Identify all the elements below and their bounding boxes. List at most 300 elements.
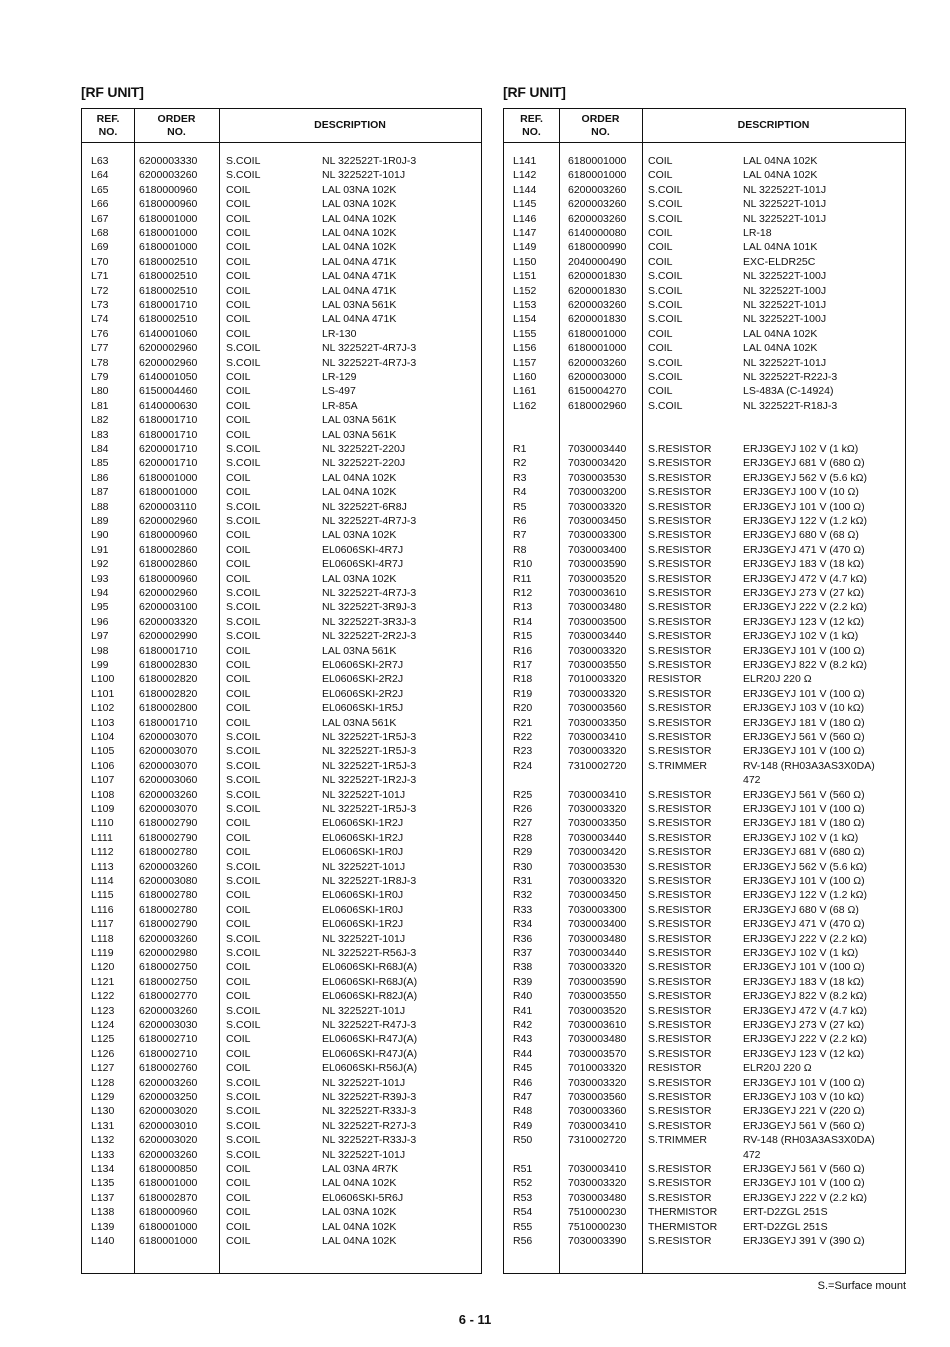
part-type-cell: S.COIL (226, 587, 261, 599)
part-spec-cell: NL 322522T-101J (322, 860, 406, 873)
part-spec-cell: ERJ3GEYJ 680 V (68 Ω) (743, 903, 859, 916)
part-type-cell: S.COIL (226, 875, 261, 887)
part-spec-cell: LAL 04NA 102K (322, 1177, 397, 1190)
part-spec-cell: NL 322522T-1R5J-3 (322, 745, 417, 758)
ref-no-cell: L141 (513, 155, 537, 167)
table-row (504, 888, 905, 902)
ref-no-cell: L130 (91, 1105, 115, 1118)
ref-no-cell: L86 (91, 471, 109, 484)
table-row (504, 1076, 905, 1090)
order-no-cell: 6180001000 (139, 227, 198, 239)
table-row (82, 456, 481, 470)
ref-no-cell: R18 (513, 673, 533, 686)
part-spec-cell: NL 322522T-101J (743, 299, 827, 311)
ref-no-cell: L128 (91, 1076, 115, 1089)
right-table-header (504, 109, 905, 143)
part-type-cell: S.COIL (226, 745, 261, 758)
order-no-cell: 6200003110 (139, 500, 197, 513)
table-row (504, 413, 905, 427)
order-no-cell: 7030003550 (568, 659, 627, 671)
part-type-cell: S.COIL (226, 443, 261, 455)
ref-no-cell: L108 (91, 788, 115, 801)
part-type-cell: S.COIL (226, 759, 261, 772)
order-no-cell: 7010003320 (568, 673, 627, 686)
ref-no-cell: R13 (513, 601, 533, 614)
ref-no-cell: L144 (513, 183, 537, 196)
part-spec-cell: LAL 04NA 471K (322, 255, 397, 268)
order-no-cell: 6200002960 (139, 587, 198, 599)
table-row (82, 1090, 481, 1104)
table-row (504, 701, 905, 715)
ref-no-cell: R22 (513, 731, 533, 743)
table-row (504, 456, 905, 470)
part-spec-cell: ERJ3GEYJ 123 V (12 kΩ) (743, 1047, 865, 1060)
table-row (82, 802, 481, 816)
part-spec-cell: LAL 04NA 102K (743, 342, 818, 355)
ref-no-cell: L161 (513, 385, 537, 398)
part-spec-cell: ERJ3GEYJ 181 V (180 Ω) (743, 817, 865, 830)
part-type-cell: COIL (226, 817, 251, 830)
table-row (504, 600, 905, 614)
order-no-cell: 6180001000 (568, 327, 627, 340)
part-type-cell: S.COIL (226, 615, 261, 628)
ref-no-cell: R49 (513, 1119, 533, 1132)
part-spec-cell: ERJ3GEYJ 561 V (560 Ω) (743, 1163, 865, 1175)
part-spec-cell: LAL 04NA 102K (322, 1220, 397, 1233)
part-spec-cell: 472 (743, 1148, 761, 1161)
part-type-cell: COIL (226, 227, 251, 239)
part-type-cell: COIL (226, 918, 251, 931)
table-row (82, 1104, 481, 1118)
ref-no-cell: L111 (91, 831, 113, 844)
part-type-cell: COIL (648, 169, 673, 182)
order-no-cell: 6200003260 (568, 212, 627, 225)
table-row (504, 226, 905, 240)
order-no-cell: 6180002750 (139, 961, 198, 974)
order-no-cell: 7030003390 (568, 1235, 627, 1247)
ref-no-cell: L115 (91, 889, 114, 902)
ref-no-cell: L78 (91, 356, 109, 369)
part-type-cell: COIL (648, 255, 673, 268)
ref-no-cell: L162 (513, 399, 537, 412)
part-type-cell: S.RESISTOR (648, 731, 712, 743)
table-row (82, 341, 481, 355)
order-no-cell: 7030003360 (568, 1105, 627, 1118)
part-type-cell: S.RESISTOR (648, 932, 712, 945)
part-type-cell: COIL (226, 889, 251, 902)
part-spec-cell: LAL 03NA 561K (322, 414, 397, 427)
part-spec-cell: LAL 03NA 561K (322, 716, 397, 729)
part-spec-cell: LAL 03NA 561K (322, 644, 397, 657)
part-type-cell: S.COIL (226, 155, 261, 167)
table-row (82, 1176, 481, 1190)
part-type-cell: COIL (226, 183, 251, 196)
order-no-cell: 6180002820 (139, 687, 198, 700)
ref-no-cell: L155 (513, 327, 537, 340)
part-spec-cell: NL 322522T-220J (322, 443, 406, 455)
ref-no-cell: R8 (513, 543, 527, 556)
part-spec-cell: NL 322522T-1R5J-3 (322, 731, 417, 743)
ref-no-cell: L79 (91, 371, 109, 383)
order-no-cell: 7030003320 (568, 1177, 627, 1190)
ref-no-cell: L68 (91, 227, 109, 239)
order-no-cell: 7030003410 (568, 788, 627, 801)
ref-no-cell: R42 (513, 1019, 533, 1031)
table-row (504, 557, 905, 571)
part-spec-cell: EL0606SKI-1R5J (322, 702, 404, 715)
part-type-cell: COIL (226, 241, 251, 254)
part-spec-cell: ERJ3GEYJ 561 V (560 Ω) (743, 788, 865, 801)
part-type-cell: S.RESISTOR (648, 500, 712, 513)
part-type-cell: COIL (226, 831, 251, 844)
part-spec-cell: EL0606SKI-1R2J (322, 831, 404, 844)
part-type-cell: S.RESISTOR (648, 601, 712, 614)
part-spec-cell: EL0606SKI-2R2J (322, 687, 404, 700)
table-row (82, 1148, 481, 1162)
order-no-cell: 6180001000 (139, 486, 198, 499)
order-no-cell: 7030003320 (568, 961, 627, 974)
table-row (504, 370, 905, 384)
ref-no-cell: L107 (91, 774, 115, 787)
part-type-cell: COIL (226, 428, 251, 441)
ref-no-cell: L92 (91, 558, 109, 571)
ref-no-cell: L74 (91, 313, 109, 326)
table-row (504, 932, 905, 946)
order-no-cell: 6180001000 (139, 1235, 198, 1247)
part-type-cell: COIL (648, 227, 673, 239)
order-no-cell: 7310002720 (568, 1134, 627, 1147)
order-no-cell: 7030003410 (568, 1119, 627, 1132)
ref-no-cell: L149 (513, 241, 537, 254)
part-spec-cell: NL 322522T-R33J-3 (322, 1105, 417, 1118)
ref-no-cell: R32 (513, 889, 533, 902)
order-no-cell: 6200003260 (139, 1148, 198, 1161)
part-type-cell: COIL (226, 255, 251, 268)
part-spec-cell: EL0606SKI-1R0J (322, 846, 404, 859)
part-type-cell: COIL (226, 1163, 251, 1175)
part-type-cell: S.RESISTOR (648, 615, 712, 628)
part-type-cell: S.RESISTOR (648, 529, 712, 542)
ref-no-cell: L156 (513, 342, 537, 355)
order-no-cell: 7030003530 (568, 471, 627, 484)
part-spec-cell: EL0606SKI-1R0J (322, 903, 404, 916)
order-no-cell: 7030003500 (568, 615, 627, 628)
order-no-cell: 6180000850 (139, 1163, 198, 1175)
part-type-cell: COIL (226, 299, 251, 311)
table-row (82, 500, 481, 514)
table-row (504, 989, 905, 1003)
table-row (82, 672, 481, 686)
ref-no-cell: L72 (91, 284, 109, 297)
order-no-cell: 6180000960 (139, 529, 198, 542)
table-row (504, 1162, 905, 1176)
part-spec-cell: EL0606SKI-2R7J (322, 659, 404, 671)
table-row (82, 831, 481, 845)
order-no-cell: 6200001830 (568, 284, 627, 297)
part-type-cell: S.COIL (226, 1134, 261, 1147)
order-no-cell: 6180001710 (139, 414, 198, 427)
order-no-cell: 6180001710 (139, 716, 198, 729)
ref-no-cell: R10 (513, 558, 533, 571)
order-no-cell: 6180002860 (139, 543, 198, 556)
table-row (82, 1119, 481, 1133)
part-spec-cell: NL 322522T-100J (743, 313, 827, 326)
table-row (82, 1047, 481, 1061)
order-no-cell: 6200003260 (568, 356, 627, 369)
order-no-cell: 7030003520 (568, 1004, 627, 1017)
part-type-cell: S.RESISTOR (648, 1019, 712, 1031)
order-no-cell: 6150004460 (139, 385, 198, 398)
part-spec-cell: ERJ3GEYJ 273 V (27 kΩ) (743, 587, 865, 599)
ref-no-cell: R19 (513, 687, 533, 700)
table-row (504, 428, 905, 442)
table-row (504, 874, 905, 888)
table-row (504, 744, 905, 758)
order-no-cell: 6140001060 (139, 327, 198, 340)
part-spec-cell: EL0606SKI-R82J(A) (322, 990, 418, 1003)
ref-no-cell: L103 (91, 716, 115, 729)
table-row (82, 269, 481, 283)
order-no-cell: 6200003260 (568, 198, 627, 211)
table-row (82, 557, 481, 571)
part-spec-cell: RV-148 (RH03A3AS3X0DA) (743, 1134, 875, 1147)
part-type-cell: S.RESISTOR (648, 803, 712, 815)
part-spec-cell: LAL 04NA 101K (743, 241, 818, 254)
ref-no-cell: R37 (513, 947, 533, 959)
part-spec-cell: NL 322522T-R56J-3 (322, 947, 417, 959)
table-row (504, 356, 905, 370)
order-no-cell: 7310002720 (568, 759, 627, 772)
part-spec-cell: NL 322522T-1R8J-3 (322, 875, 417, 887)
part-type-cell: COIL (226, 399, 251, 412)
order-no-cell: 6200003070 (139, 759, 198, 772)
ref-no-cell: R16 (513, 644, 533, 657)
part-spec-cell: LAL 04NA 102K (322, 471, 397, 484)
ref-no-cell: R28 (513, 831, 533, 844)
order-no-cell: 7030003560 (568, 1091, 627, 1103)
ref-no-cell: R38 (513, 961, 533, 974)
table-row (504, 327, 905, 341)
table-row (504, 183, 905, 197)
part-type-cell: S.COIL (226, 169, 261, 182)
table-row (82, 1018, 481, 1032)
part-spec-cell: LAL 03NA 561K (322, 428, 397, 441)
part-type-cell: S.TRIMMER (648, 1134, 707, 1147)
part-type-cell: RESISTOR (648, 673, 702, 686)
part-spec-cell: ERJ3GEYJ 222 V (2.2 kΩ) (743, 1033, 867, 1046)
part-type-cell: COIL (226, 486, 251, 499)
ref-no-cell: L117 (91, 918, 114, 931)
order-no-cell: 6140001050 (139, 371, 198, 383)
order-no-cell: 6180001000 (139, 471, 198, 484)
order-no-cell: 6200002960 (139, 515, 198, 527)
part-spec-cell: ERJ3GEYJ 222 V (2.2 kΩ) (743, 1191, 867, 1204)
order-no-cell: 6180002780 (139, 889, 198, 902)
table-row (504, 1004, 905, 1018)
table-row (82, 932, 481, 946)
table-row (82, 572, 481, 586)
ref-no-cell: L151 (513, 270, 537, 283)
ref-no-cell: L81 (91, 399, 109, 412)
part-spec-cell: NL 322522T-4R7J-3 (322, 356, 417, 369)
order-no-cell: 6180001000 (139, 241, 198, 254)
part-type-cell: S.RESISTOR (648, 975, 712, 988)
ref-no-cell: R26 (513, 803, 533, 815)
ref-no-cell: L147 (513, 227, 537, 239)
part-spec-cell: 472 (743, 774, 761, 787)
order-no-cell: 6200001710 (139, 457, 198, 470)
ref-no-cell: L125 (91, 1033, 115, 1046)
part-spec-cell: ERJ3GEYJ 101 V (100 Ω) (743, 644, 865, 657)
order-no-cell: 6180001000 (139, 212, 198, 225)
order-no-cell: 6180002790 (139, 817, 198, 830)
table-row (504, 269, 905, 283)
part-type-cell: COIL (226, 313, 251, 326)
table-row (82, 471, 481, 485)
part-type-cell: S.RESISTOR (648, 702, 712, 715)
part-type-cell: COIL (226, 270, 251, 283)
table-row (82, 744, 481, 758)
part-type-cell: S.RESISTOR (648, 1105, 712, 1118)
ref-no-cell: L100 (91, 673, 115, 686)
order-no-cell: 7030003320 (568, 875, 627, 887)
table-row (82, 687, 481, 701)
ref-no-cell: R52 (513, 1177, 533, 1190)
part-type-cell: COIL (226, 1033, 251, 1046)
ref-no-cell: R46 (513, 1076, 533, 1089)
ref-no-cell: L129 (91, 1091, 115, 1103)
part-spec-cell: NL 322522T-3R3J-3 (322, 615, 417, 628)
part-type-cell: S.RESISTOR (648, 443, 712, 455)
ref-no-cell: L146 (513, 212, 537, 225)
part-type-cell: S.COIL (226, 500, 261, 513)
ref-no-cell: L70 (91, 255, 109, 268)
table-row (504, 773, 905, 787)
ref-no-cell: R34 (513, 918, 533, 931)
part-spec-cell: EL0606SKI-1R2J (322, 817, 404, 830)
ref-no-cell: L135 (91, 1177, 115, 1190)
ref-no-cell: L71 (91, 270, 109, 283)
part-spec-cell: ERJ3GEYJ 183 V (18 kΩ) (743, 558, 865, 571)
part-type-cell: COIL (226, 673, 251, 686)
ref-no-cell: R30 (513, 860, 533, 873)
ref-no-cell: R12 (513, 587, 533, 599)
part-type-cell: S.COIL (648, 399, 683, 412)
order-no-cell: 7030003320 (568, 500, 627, 513)
part-spec-cell: ERJ3GEYJ 122 V (1.2 kΩ) (743, 889, 867, 902)
table-row (504, 730, 905, 744)
part-spec-cell: NL 322522T-R22J-3 (743, 371, 838, 383)
ref-no-cell: L73 (91, 299, 109, 311)
ref-no-cell: L99 (91, 659, 109, 671)
ref-no-cell: R43 (513, 1033, 533, 1046)
part-spec-cell: LS-497 (322, 385, 356, 398)
part-spec-cell: LAL 04NA 102K (743, 155, 818, 167)
part-type-cell: THERMISTOR (648, 1206, 718, 1219)
part-type-cell: S.RESISTOR (648, 1235, 712, 1247)
part-type-cell: COIL (226, 903, 251, 916)
ref-no-cell: R56 (513, 1235, 533, 1247)
ref-no-cell: L132 (91, 1134, 115, 1147)
part-spec-cell: ERJ3GEYJ 471 V (470 Ω) (743, 918, 865, 931)
part-spec-cell: EL0606SKI-5R6J (322, 1191, 404, 1204)
order-no-cell: 7030003560 (568, 702, 627, 715)
part-spec-cell: NL 322522T-1R2J-3 (322, 774, 417, 787)
part-type-cell: S.RESISTOR (648, 918, 712, 931)
table-row (82, 1076, 481, 1090)
table-row (504, 1119, 905, 1133)
part-spec-cell: ERJ3GEYJ 681 V (680 Ω) (743, 846, 865, 859)
part-spec-cell: LR-130 (322, 327, 357, 340)
part-spec-cell: EL0606SKI-1R0J (322, 889, 404, 902)
table-row (504, 672, 905, 686)
ref-no-cell: L98 (91, 644, 109, 657)
part-spec-cell: ERJ3GEYJ 273 V (27 kΩ) (743, 1019, 865, 1031)
order-no-cell: 7030003400 (568, 918, 627, 931)
order-no-cell: 6180001000 (568, 155, 627, 167)
order-no-cell: 7030003410 (568, 731, 627, 743)
table-row (82, 1061, 481, 1075)
table-row (504, 903, 905, 917)
table-row (82, 629, 481, 643)
part-type-cell: COIL (226, 1177, 251, 1190)
part-spec-cell: NL 322522T-101J (322, 932, 406, 945)
table-row (504, 615, 905, 629)
ref-no-cell: L118 (91, 932, 114, 945)
table-row (82, 183, 481, 197)
part-type-cell: S.COIL (226, 1091, 261, 1103)
table-row (82, 1220, 481, 1234)
surface-mount-footnote: S.=Surface mount (817, 1280, 906, 1292)
part-spec-cell: LAL 04NA 102K (743, 169, 818, 182)
part-type-cell: COIL (226, 687, 251, 700)
table-row (82, 528, 481, 542)
table-row (504, 845, 905, 859)
order-no-cell: 7030003480 (568, 1033, 627, 1046)
part-type-cell: S.RESISTOR (648, 716, 712, 729)
part-spec-cell: LAL 04NA 102K (322, 241, 397, 254)
part-type-cell: S.RESISTOR (648, 687, 712, 700)
ref-no-cell: L105 (91, 745, 115, 758)
part-spec-cell: NL 322522T-101J (743, 183, 827, 196)
part-type-cell: RESISTOR (648, 1062, 702, 1075)
part-type-cell: COIL (226, 1191, 251, 1204)
ref-no-cell: R45 (513, 1062, 533, 1075)
table-row (82, 255, 481, 269)
ref-no-cell: R51 (513, 1163, 533, 1175)
order-no-cell: 7030003420 (568, 846, 627, 859)
table-row (82, 197, 481, 211)
ref-no-cell: R14 (513, 615, 533, 628)
part-spec-cell: ERJ3GEYJ 222 V (2.2 kΩ) (743, 601, 867, 614)
part-type-cell: S.RESISTOR (648, 543, 712, 556)
ref-no-cell: L140 (91, 1235, 115, 1247)
ref-no-cell: L120 (91, 961, 115, 974)
part-type-cell: S.RESISTOR (648, 630, 712, 643)
part-type-cell: S.RESISTOR (648, 1191, 712, 1204)
ref-no-cell: L69 (91, 241, 109, 254)
ref-no-cell: L154 (513, 313, 537, 326)
part-type-cell: S.COIL (226, 731, 261, 743)
ref-no-cell: L152 (513, 284, 537, 297)
ref-no-cell: L80 (91, 385, 109, 398)
ref-no-cell: R31 (513, 875, 533, 887)
order-no-cell: 6180002510 (139, 284, 198, 297)
part-type-cell: S.COIL (648, 299, 683, 311)
ref-no-cell: L87 (91, 486, 109, 499)
part-type-cell: COIL (648, 342, 673, 355)
part-type-cell: COIL (226, 659, 251, 671)
